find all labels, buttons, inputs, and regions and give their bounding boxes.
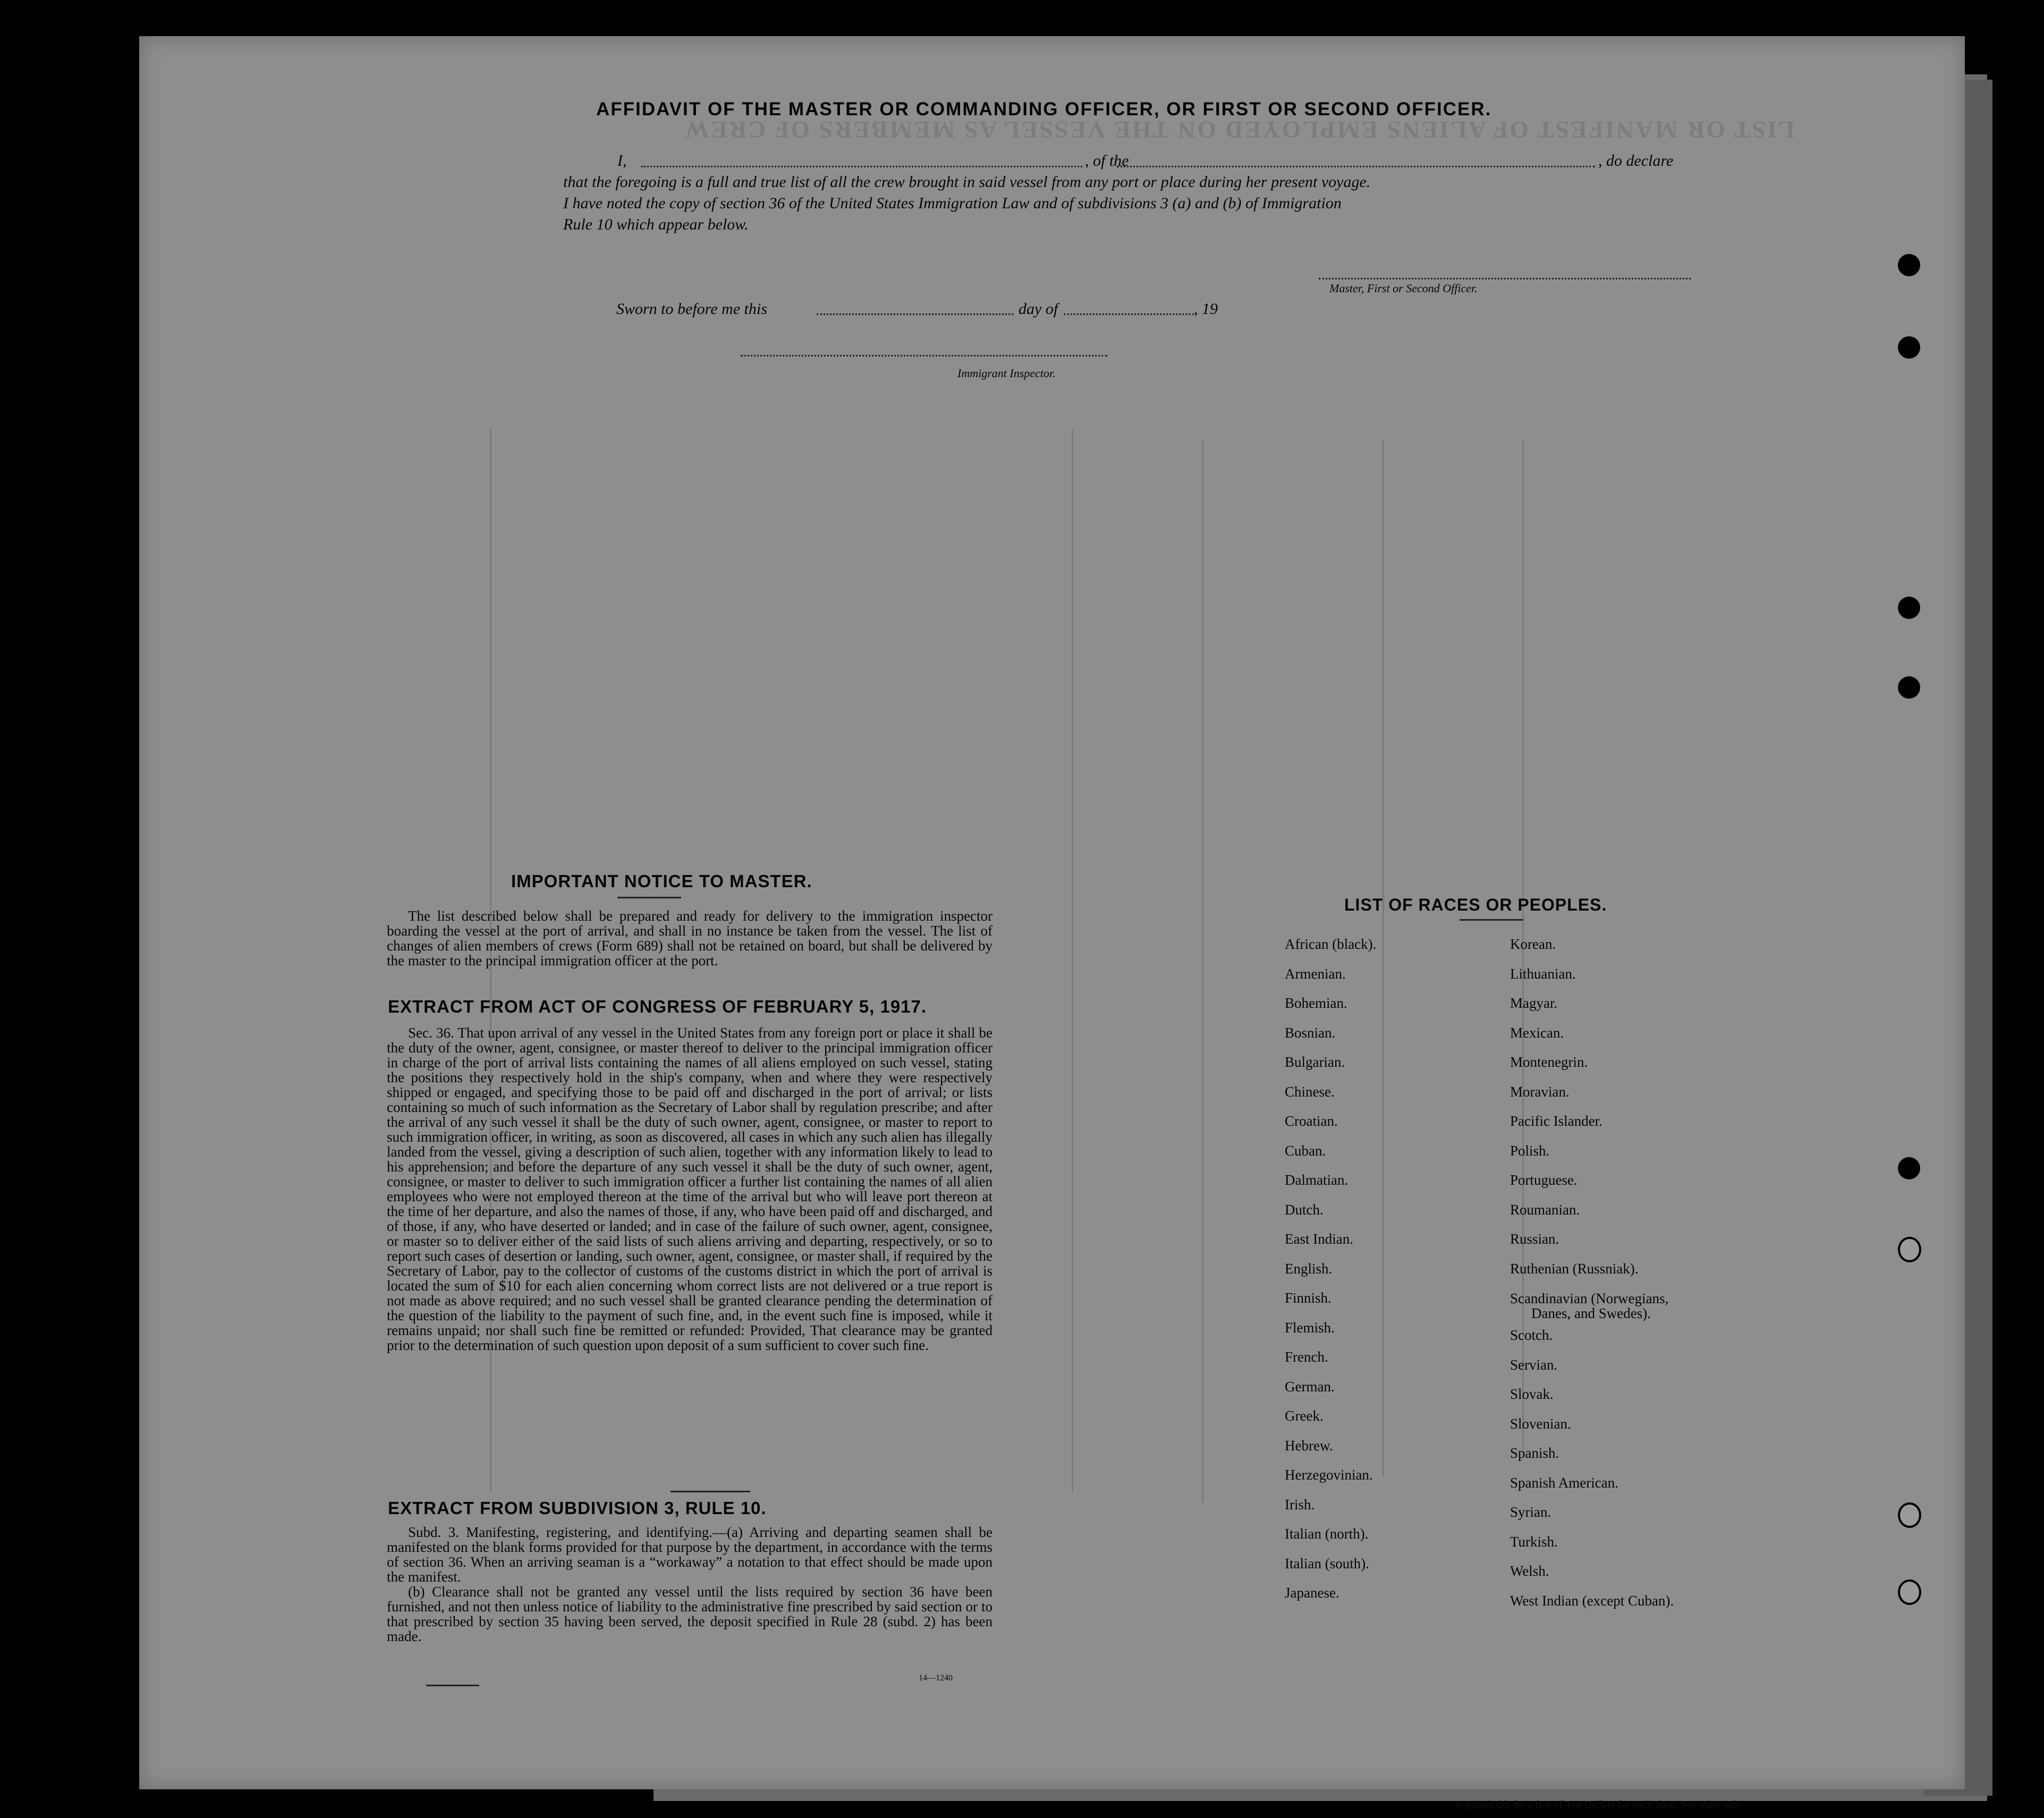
race-item: Magyar.	[1510, 995, 1558, 1011]
race-item: Bosnian.	[1285, 1024, 1336, 1041]
affidavit-title: AFFIDAVIT OF THE MASTER OR COMMANDING OFFICER, OR FIRST OR SECOND OFFICER.	[596, 99, 1492, 120]
races-left-column	[1285, 930, 1376, 1608]
notice-text: The list described below shall be prepared and ready for delivery to the immigration inspector boarding the vessel at the port of arrival, and shall in no instance be taken from the vessel. The list of changes of alien members of crews (Form 689) shall not be retained on board, but shall be delivered by the master to the principal immigration officer at the port.	[387, 908, 993, 969]
rule-extract-text: Subd. 3. Manifesting, registering, and identifying.—(a) Arriving and departing seamen shall be manifested on the blank forms provided for that purpose by the department, in accordance with the terms of section 36. When an arriving seaman is a “workaway” a notation to that effect should be made upon the manifest. (b) Clearance shall not be granted any vessel until the lists required by section 36 have been furnished, and not then unless notice of liability to the administrative fine prescribed by said section or to that prescribed by section 35 having been served, the deposit specified in Rule 28 (subd. 2) has been made.	[387, 1524, 993, 1644]
act-extract-text: Sec. 36. That upon arrival of any vessel in the United States from any foreign port or place it shall be the duty of the owner, agent, consignee, or master thereof to deliver to the principal immigration officer in charge of the port of arrival lists containing the names of all aliens employed on such vessel, stating the positions they respectively hold in the ship's company, when and where they were respectively shipped or engaged, and specifying those to be paid off and discharged in the port of arrival; or lists containing so much of such information as the Secretary of Labor shall by regulation prescribe; and after the arrival of any such vessel it shall be the duty of such owner, agent, consignee, or master to report to such immigration officer, in writing, as soon as discovered, all cases in which any such alien has illegally landed from the vessel, giving a description of such alien, together with any information likely to lead to his apprehension; and before the departure of any such vessel it shall be the duty of such owner, agent, consignee, or master to deliver to such immigration officer a further list containing the names of all alien employees who were not employed thereon at the time of the arrival but who will leave port thereon at the time of her departure, and also the names of those, if any, who have been paid off and discharged, and of those, if any, who have deserted or landed; and in case of the failure of such owner, agent, consignee, or master so to deliver either of the said lists of such aliens arriving and departing, respectively, or so to report such cases of desertion or landing, such owner, agent, consignee, or master shall, if required by the Secretary of Labor, pay to the collector of customs of the customs district in which the port of arrival is located the sum of $10 for each alien concerning whom correct lists are not delivered or a true report is not made as above required; and no such vessel shall be granted clearance pending the determination of the question of the liability to the payment of such fine, and, in the event such fine is imposed, while it remains unpaid; nor shall such fine be remitted or refunded: Provided, That clearance may be granted prior to the determination of such question upon deposit of a sum sufficient to cover such fine.	[387, 1025, 993, 1353]
races-title: LIST OF RACES OR PEOPLES.	[1344, 895, 1607, 914]
form-number: 14—1240	[919, 1673, 953, 1683]
affidavit-i: I,	[617, 152, 627, 169]
punch-hole	[1898, 676, 1920, 699]
race-item: Montenegrin.	[1510, 1054, 1588, 1070]
affidavit-line-2: that the foregoing is a full and true list of all the crew brought in said vessel from any port or place during her present voyage.	[563, 173, 1371, 191]
race-item: Irish.	[1285, 1496, 1315, 1513]
race-item: Bohemian.	[1285, 995, 1347, 1011]
race-item: Portuguese.	[1510, 1172, 1577, 1188]
race-item: Pacific Islander.	[1510, 1113, 1602, 1129]
race-item: German.	[1285, 1378, 1335, 1395]
month-blank	[1064, 313, 1194, 315]
punch-hole-ring	[1898, 1237, 1921, 1262]
race-item: Bulgarian.	[1285, 1054, 1345, 1070]
race-item: Danes, and Swedes).	[1531, 1305, 1651, 1321]
race-item: English.	[1285, 1260, 1333, 1277]
ghost-column-line	[1072, 429, 1073, 1492]
race-item: Korean.	[1510, 936, 1556, 952]
name-blank	[641, 166, 1082, 167]
race-item: Herzegovinian.	[1285, 1467, 1373, 1483]
race-item: Italian (north).	[1285, 1526, 1369, 1542]
races-right-column	[1510, 930, 1674, 1616]
rule	[617, 897, 681, 898]
race-item: Moravian.	[1510, 1083, 1570, 1100]
punch-hole	[1898, 1157, 1920, 1179]
master-signature-label: Master, First or Second Officer.	[1329, 282, 1478, 295]
rule	[426, 1685, 479, 1686]
affidavit-of-the: , of the	[1085, 152, 1129, 169]
race-item: Japanese.	[1285, 1585, 1339, 1601]
vessel-blank	[1117, 166, 1595, 167]
inspector-label: Immigrant Inspector.	[957, 367, 1056, 380]
sworn-day-blank	[817, 313, 1013, 315]
race-item: East Indian.	[1285, 1231, 1353, 1247]
affidavit-line-4: Rule 10 which appear below.	[563, 216, 749, 233]
race-item: Finnish.	[1285, 1290, 1331, 1306]
punch-hole	[1898, 254, 1920, 276]
race-item: Syrian.	[1510, 1504, 1551, 1520]
race-item: Croatian.	[1285, 1113, 1338, 1129]
race-item: Armenian.	[1285, 965, 1346, 982]
race-item: Dutch.	[1285, 1201, 1324, 1218]
punch-hole-ring	[1898, 1502, 1921, 1528]
race-item: Greek.	[1285, 1408, 1324, 1424]
punch-hole	[1898, 597, 1920, 619]
punch-hole	[1898, 336, 1920, 359]
inspector-signature-line	[741, 355, 1107, 356]
master-signature-line	[1319, 278, 1691, 279]
affidavit-do-declare: , do declare	[1598, 152, 1674, 169]
race-item: French.	[1285, 1349, 1328, 1365]
race-item: Scandinavian (Norwegians,	[1510, 1290, 1669, 1306]
race-item: Russian.	[1510, 1231, 1559, 1247]
race-item: Scotch.	[1510, 1327, 1553, 1343]
race-item: Chinese.	[1285, 1083, 1335, 1100]
race-item: Ruthenian (Russniak).	[1510, 1260, 1639, 1277]
race-item: West Indian (except Cuban).	[1510, 1592, 1674, 1609]
rule	[1460, 919, 1523, 921]
ghost-column-line	[1202, 440, 1203, 1502]
race-item: Slovenian.	[1510, 1415, 1571, 1432]
document-page	[139, 36, 1965, 1811]
rule	[671, 1491, 750, 1492]
race-item: Mexican.	[1510, 1024, 1564, 1041]
race-item: Spanish American.	[1510, 1474, 1618, 1491]
sworn-label: Sworn to before me this	[616, 300, 767, 318]
race-item: Dalmatian.	[1285, 1172, 1348, 1188]
ghost-column-line	[1383, 440, 1384, 1476]
footer-note: is punishable by a fine of Ten Dollars for each alien. See other side.	[1456, 1799, 1743, 1811]
punch-hole-ring	[1898, 1579, 1921, 1605]
race-item: Italian (south).	[1285, 1555, 1369, 1571]
rule-extract-title: EXTRACT FROM SUBDIVISION 3, RULE 10.	[388, 1498, 767, 1518]
race-item: Welsh.	[1510, 1563, 1549, 1579]
affidavit-line-3: I have noted the copy of section 36 of the United States Immigration Law and of subdivisions 3 (a) and (b) of Immigration	[563, 194, 1342, 212]
race-item: Spanish.	[1510, 1445, 1559, 1461]
race-item: Flemish.	[1285, 1319, 1335, 1336]
race-item: Lithuanian.	[1510, 965, 1576, 982]
race-item: Turkish.	[1510, 1533, 1558, 1550]
race-item: Roumanian.	[1510, 1201, 1580, 1218]
race-item: Cuban.	[1285, 1142, 1326, 1159]
race-item: Polish.	[1510, 1142, 1550, 1159]
act-extract-title: EXTRACT FROM ACT OF CONGRESS OF FEBRUARY 5, 1917.	[388, 997, 927, 1016]
year-label: , 19	[1194, 300, 1218, 318]
day-of-label: day of	[1019, 300, 1058, 318]
race-item: African (black).	[1285, 936, 1377, 952]
race-item: Servian.	[1510, 1356, 1558, 1373]
race-item: Slovak.	[1510, 1386, 1554, 1402]
race-item: Hebrew.	[1285, 1437, 1333, 1454]
bleedthrough-title: LIST OR MANIFEST OF ALIENS EMPLOYED ON THE VESSEL AS MEMBERS OF CREW	[683, 116, 1795, 143]
notice-title: IMPORTANT NOTICE TO MASTER.	[511, 871, 812, 891]
